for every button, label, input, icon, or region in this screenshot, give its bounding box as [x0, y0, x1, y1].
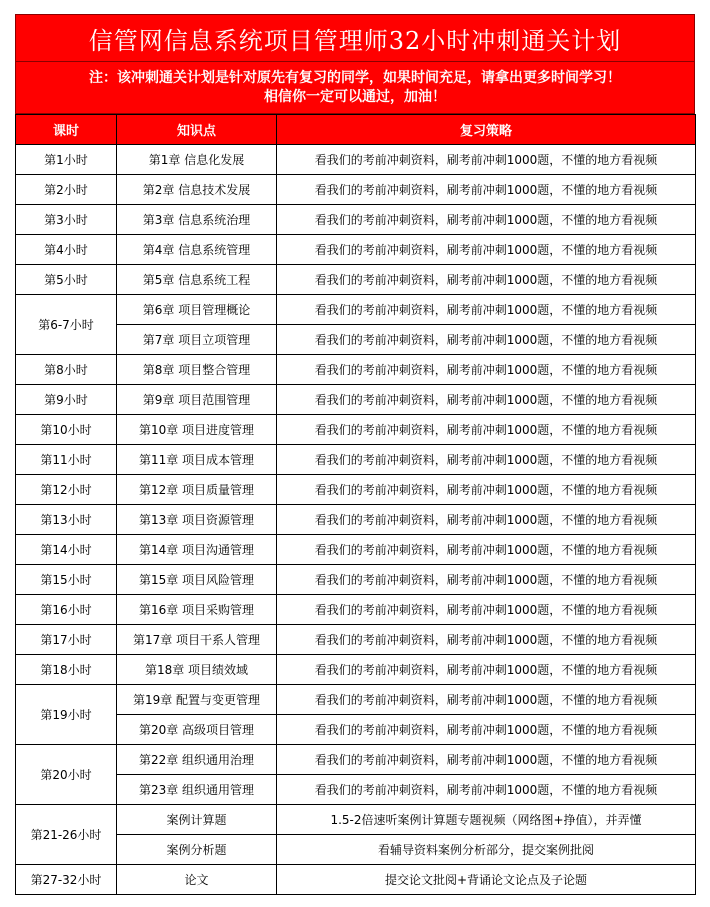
table-row: [16, 565, 696, 595]
table-row: [16, 775, 696, 805]
header-strategy: 复习策略: [277, 115, 696, 145]
topic-cell: 案例计算题: [117, 805, 277, 835]
strategy-cell: 看我们的考前冲刺资料，刷考前冲刺1000题，不懂的地方看视频: [277, 205, 696, 235]
topic-cell: 第23章 组织通用管理: [117, 775, 277, 805]
table-row: [16, 265, 696, 295]
hour-cell: 第12小时: [16, 475, 117, 505]
strategy-cell: 看我们的考前冲刺资料，刷考前冲刺1000题，不懂的地方看视频: [277, 265, 696, 295]
topic-cell: 第2章 信息技术发展: [117, 175, 277, 205]
strategy-cell: 看我们的考前冲刺资料，刷考前冲刺1000题，不懂的地方看视频: [277, 385, 696, 415]
hour-cell: 第18小时: [16, 655, 117, 685]
schedule-table: [15, 114, 696, 895]
table-row: [16, 865, 696, 895]
table-row: [16, 655, 696, 685]
table-row: [16, 595, 696, 625]
strategy-cell: 1.5-2倍速听案例计算题专题视频（网络图+挣值），并弄懂: [277, 805, 696, 835]
strategy-cell: 看我们的考前冲刺资料，刷考前冲刺1000题，不懂的地方看视频: [277, 595, 696, 625]
topic-cell: 第17章 项目干系人管理: [117, 625, 277, 655]
hour-cell: 第4小时: [16, 235, 117, 265]
strategy-cell: 提交论文批阅+背诵论文论点及子论题: [277, 865, 696, 895]
notice-line-1: 注：该冲刺通关计划是针对原先有复习的同学，如果时间充足，请拿出更多时间学习！: [89, 69, 621, 86]
table-row: [16, 475, 696, 505]
table-row: [16, 205, 696, 235]
topic-cell: 论文: [117, 865, 277, 895]
topic-cell: 第15章 项目风险管理: [117, 565, 277, 595]
topic-cell: 第8章 项目整合管理: [117, 355, 277, 385]
table-row: [16, 295, 696, 325]
topic-cell: 第16章 项目采购管理: [117, 595, 277, 625]
strategy-cell: 看我们的考前冲刺资料，刷考前冲刺1000题，不懂的地方看视频: [277, 325, 696, 355]
hour-cell: 第19小时: [16, 685, 117, 745]
hour-cell: 第8小时: [16, 355, 117, 385]
strategy-cell: 看我们的考前冲刺资料，刷考前冲刺1000题，不懂的地方看视频: [277, 175, 696, 205]
topic-cell: 第12章 项目质量管理: [117, 475, 277, 505]
hour-cell: 第15小时: [16, 565, 117, 595]
table-row: [16, 805, 696, 835]
hour-cell: 第11小时: [16, 445, 117, 475]
topic-cell: 案例分析题: [117, 835, 277, 865]
topic-cell: 第3章 信息系统治理: [117, 205, 277, 235]
header-topic: 知识点: [117, 115, 277, 145]
table-row: [16, 685, 696, 715]
strategy-cell: 看我们的考前冲刺资料，刷考前冲刺1000题，不懂的地方看视频: [277, 415, 696, 445]
hour-cell: 第21-26小时: [16, 805, 117, 865]
strategy-cell: 看我们的考前冲刺资料，刷考前冲刺1000题，不懂的地方看视频: [277, 685, 696, 715]
hour-cell: 第16小时: [16, 595, 117, 625]
header-hour: 课时: [16, 115, 117, 145]
study-plan-sheet: [15, 14, 695, 895]
strategy-cell: 看我们的考前冲刺资料，刷考前冲刺1000题，不懂的地方看视频: [277, 475, 696, 505]
hour-cell: 第5小时: [16, 265, 117, 295]
strategy-cell: 看我们的考前冲刺资料，刷考前冲刺1000题，不懂的地方看视频: [277, 715, 696, 745]
strategy-cell: 看我们的考前冲刺资料，刷考前冲刺1000题，不懂的地方看视频: [277, 565, 696, 595]
table-header-row: [16, 115, 696, 145]
topic-cell: 第20章 高级项目管理: [117, 715, 277, 745]
strategy-cell: 看辅导资料案例分析部分，提交案例批阅: [277, 835, 696, 865]
table-row: [16, 445, 696, 475]
topic-cell: 第18章 项目绩效域: [117, 655, 277, 685]
strategy-cell: 看我们的考前冲刺资料，刷考前冲刺1000题，不懂的地方看视频: [277, 445, 696, 475]
topic-cell: 第1章 信息化发展: [117, 145, 277, 175]
table-row: [16, 535, 696, 565]
topic-cell: 第19章 配置与变更管理: [117, 685, 277, 715]
topic-cell: 第13章 项目资源管理: [117, 505, 277, 535]
table-row: [16, 145, 696, 175]
topic-cell: 第5章 信息系统工程: [117, 265, 277, 295]
hour-cell: 第3小时: [16, 205, 117, 235]
hour-cell: 第9小时: [16, 385, 117, 415]
topic-cell: 第7章 项目立项管理: [117, 325, 277, 355]
table-row: [16, 715, 696, 745]
strategy-cell: 看我们的考前冲刺资料，刷考前冲刺1000题，不懂的地方看视频: [277, 295, 696, 325]
table-row: [16, 415, 696, 445]
strategy-cell: 看我们的考前冲刺资料，刷考前冲刺1000题，不懂的地方看视频: [277, 145, 696, 175]
strategy-cell: 看我们的考前冲刺资料，刷考前冲刺1000题，不懂的地方看视频: [277, 355, 696, 385]
strategy-cell: 看我们的考前冲刺资料，刷考前冲刺1000题，不懂的地方看视频: [277, 535, 696, 565]
page-title: 信管网信息系统项目管理师32小时冲刺通关计划: [15, 14, 695, 62]
hour-cell: 第27-32小时: [16, 865, 117, 895]
notice-banner: [15, 62, 695, 114]
table-row: [16, 505, 696, 535]
strategy-cell: 看我们的考前冲刺资料，刷考前冲刺1000题，不懂的地方看视频: [277, 625, 696, 655]
topic-cell: 第4章 信息系统管理: [117, 235, 277, 265]
hour-cell: 第20小时: [16, 745, 117, 805]
strategy-cell: 看我们的考前冲刺资料，刷考前冲刺1000题，不懂的地方看视频: [277, 235, 696, 265]
table-row: [16, 175, 696, 205]
table-row: [16, 745, 696, 775]
table-row: [16, 385, 696, 415]
strategy-cell: 看我们的考前冲刺资料，刷考前冲刺1000题，不懂的地方看视频: [277, 655, 696, 685]
strategy-cell: 看我们的考前冲刺资料，刷考前冲刺1000题，不懂的地方看视频: [277, 745, 696, 775]
topic-cell: 第22章 组织通用治理: [117, 745, 277, 775]
hour-cell: 第10小时: [16, 415, 117, 445]
table-row: [16, 835, 696, 865]
topic-cell: 第14章 项目沟通管理: [117, 535, 277, 565]
table-row: [16, 325, 696, 355]
hour-cell: 第1小时: [16, 145, 117, 175]
hour-cell: 第17小时: [16, 625, 117, 655]
table-row: [16, 235, 696, 265]
topic-cell: 第9章 项目范围管理: [117, 385, 277, 415]
strategy-cell: 看我们的考前冲刺资料，刷考前冲刺1000题，不懂的地方看视频: [277, 775, 696, 805]
topic-cell: 第6章 项目管理概论: [117, 295, 277, 325]
hour-cell: 第13小时: [16, 505, 117, 535]
table-row: [16, 625, 696, 655]
topic-cell: 第10章 项目进度管理: [117, 415, 277, 445]
table-row: [16, 355, 696, 385]
topic-cell: 第11章 项目成本管理: [117, 445, 277, 475]
hour-cell: 第6-7小时: [16, 295, 117, 355]
hour-cell: 第2小时: [16, 175, 117, 205]
notice-line-2: 相信你一定可以通过，加油！: [264, 88, 446, 105]
strategy-cell: 看我们的考前冲刺资料，刷考前冲刺1000题，不懂的地方看视频: [277, 505, 696, 535]
hour-cell: 第14小时: [16, 535, 117, 565]
